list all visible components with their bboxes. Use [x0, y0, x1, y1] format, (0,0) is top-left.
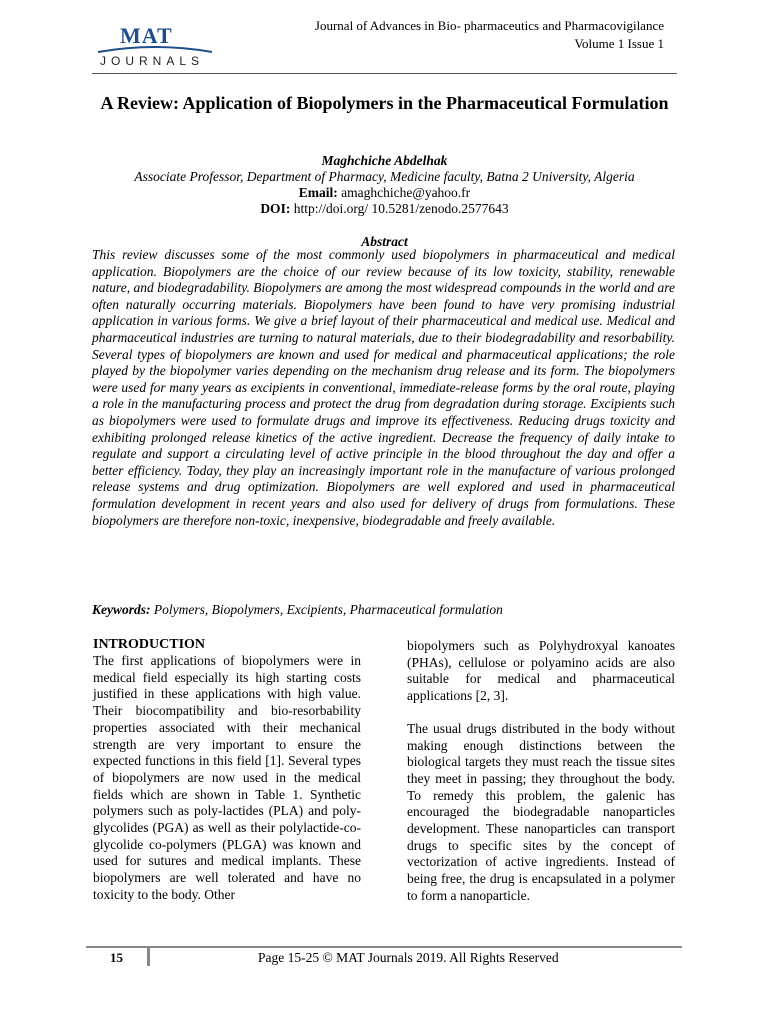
article-doi	[92, 200, 677, 217]
volume-issue: Volume 1 Issue 1	[574, 36, 664, 51]
author-affiliation: Associate Professor, Department of Pharmacy, Medicine faculty, Batna 2 University, Algeria	[134, 169, 635, 184]
article-title: A Review: Application of Biopolymers in the Pharmaceutical Formulation	[100, 93, 669, 113]
introduction-heading: INTRODUCTION	[93, 637, 206, 652]
journal-logo	[96, 24, 214, 70]
logo-mark: MAT	[120, 23, 173, 48]
logo-subtitle: JOURNALS	[100, 54, 205, 68]
footer-copyright: Page 15-25 © MAT Journals 2019. All Rights Reserved	[258, 950, 559, 965]
keywords-text: Polymers, Biopolymers, Excipients, Pharmaceutical formulation	[153, 602, 503, 617]
footer-divider	[86, 946, 682, 948]
intro-paragraph: The first applications of biopolymers were in medical field especially its high starting costs justified in these applications with high value. Their biocompatibility and bio-resorbability properties associated with their mechanical strength are very important to ensure the expected functions in this field [1]. Several types of biopolymers are now used in the medical fields which are shown in Table 1. Synthetic polymers such as poly-lactides (PLA) and poly-glycolides (PGA) as well as their polylactide-co-glycolide co-polymers (PLGA) was known and used for sutures and medical implants. These biopolymers are well tolerated and have no toxicity to the body. Other	[93, 653, 361, 902]
right-paragraph-2: The usual drugs distributed in the body without making enough distinctions between the biological targets they must reach the tissue sites they meet in passing; they throughout the body. To remedy this problem, the galenic has encouraged the biodegradable nanoparticles development. These nanoparticles can transport drugs to specific sites by the concept of vectorization of active ingredients. Instead of being free, the drug is encapsulated in a polymer to form a nanoparticle.	[407, 720, 675, 903]
author-name: Maghchiche Abdelhak	[321, 153, 448, 168]
keywords	[92, 601, 677, 618]
author-email	[92, 184, 677, 201]
email-address[interactable]: amaghchiche@yahoo.fr	[341, 185, 471, 200]
journal-info	[315, 17, 664, 53]
email-label: Email:	[298, 185, 338, 200]
left-column	[93, 636, 361, 904]
abstract-heading: Abstract	[361, 234, 408, 249]
keywords-label: Keywords:	[92, 602, 151, 617]
abstract-text: This review discusses some of the most commonly used biopolymers in pharmaceutical and medical application. Biopolymers are the choice of our review because of its low toxicity, stability, renewable nature, and biodegradability. Biopolymers are among the most widespread compounds in the world and are often naturally occurring materials. Biopolymers have been found to have very promising industrial application in various forms. We give a brief layout of their pharmaceutical and medical use. Medical and pharmaceutical industries are turning to natural materials, due to their biodegradability and resorbability. Several types of biopolymers are known and used for medical and pharmaceutical applications; the role played by the biopolymer varies depending on the mechanism drug release and its form. The biopolymers were used for many years as excipients in conventional, immediate-release forms by the oral route, playing a role in the manufacturing process and protect the drug from degradation during storage. Excipients such as biopolymers were used to formulate drugs and improve its effectiveness. Reducing drugs toxicity and exhibiting prolonged release kinetics of the active ingredient. Decrease the frequency of daily intake to regulate and support a circulating level of active principle in the blood throughout the day and offer a better efficiency. Today, they play an increasingly important role in the manufacture of various prolonged release systems and drug optimization. Biopolymers are well explored and used in pharmaceutical formulation development in recent years and also used for delivery of drugs from formulations. These biopolymers are therefore non-toxic, inexpensive, biodegradable and freely available.	[92, 247, 675, 528]
doi-label: DOI:	[260, 201, 291, 216]
page-number: 15	[110, 950, 123, 965]
journal-name: Journal of Advances in Bio- pharmaceutics and Pharmacovigilance	[314, 18, 664, 33]
page-number-separator	[147, 948, 150, 966]
right-paragraph-1: biopolymers such as Polyhydroxyal kanoates (PHAs), cellulose or polyamino acids are also suitable for medical and pharmaceutical applications [2, 3].	[407, 638, 675, 704]
logo-swoosh-icon	[96, 44, 214, 54]
right-column	[407, 638, 675, 905]
doi-link[interactable]: http://doi.org/ 10.5281/zenodo.2577643	[293, 201, 509, 216]
header-divider	[92, 73, 677, 74]
